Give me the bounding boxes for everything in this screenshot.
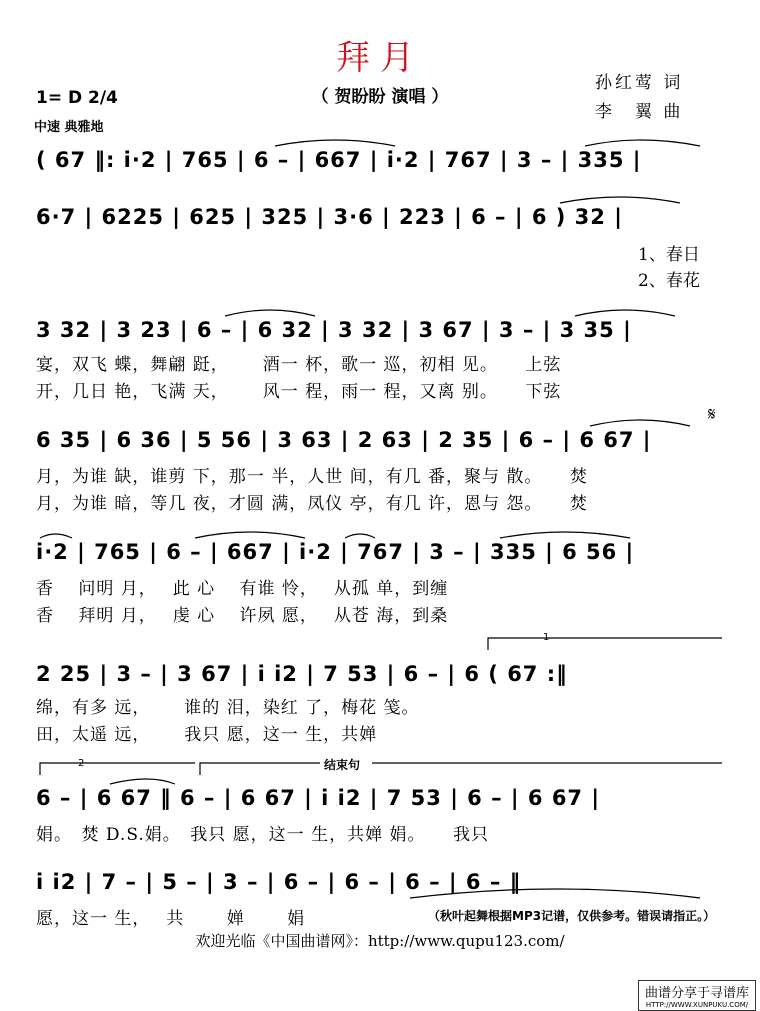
slur: [275, 140, 395, 146]
score-row-3: 3 32 | 3 23 | 6 – | 6 32 | 3 32 | 3 67 | 3 – | 3 35 |: [36, 318, 632, 342]
composer-credit: 李 翼 曲: [595, 102, 684, 122]
lyrics-row-5-verse-1: 香 问明 月， 此 心 有谁 怜， 从孤 单，到缠: [36, 579, 449, 599]
singer-credit: （ 贺盼盼 演唱 ）: [311, 87, 449, 107]
score-row-7: 6 – | 6 67 ‖ 6 – | 6 67 | i i2 | 7 53 | 6 – | 6 67 |: [36, 786, 601, 810]
lyrics-row-4-verse-1: 月，为谁 缺，谁剪 下，那一 半，人世 间，有几 番，聚与 散。 焚: [36, 467, 588, 487]
lyrics-row-7: 娟。 焚 D.S.娟。 我只 愿，这一 生，共婵 娟。 我只: [36, 825, 489, 845]
score-row-2: 6·7 | 6225 | 625 | 325 | 3·6 | 223 | 6 – | 6 ) 32 |: [36, 205, 623, 229]
volta-bracket: [40, 763, 195, 775]
slur: [585, 140, 700, 146]
slur: [345, 534, 375, 538]
slur: [225, 310, 315, 316]
score-row-6: 2 25 | 3 – | 3 67 | i i2 | 7 53 | 6 – | 6 ( 67 :‖: [36, 662, 568, 686]
slur: [560, 197, 680, 203]
ending-label: 结束句: [324, 758, 361, 772]
volta-1-label: 1: [543, 632, 550, 643]
lyrics-row-4-verse-2: 月，为谁 暗，等几 夜，才圆 满，凤仪 亭，有几 许，恩与 怨。 焚: [36, 494, 588, 514]
watermark-url: HTTP://WWW.XUNPUKU.COM/: [645, 1001, 749, 1009]
score-row-1: ( 67 ‖: i·2 | 765 | 6 – | 667 | i·2 | 767 | 3 – | 335 |: [36, 148, 642, 172]
watermark-text: 曲谱分享于寻谱库: [644, 986, 749, 1001]
slur: [590, 420, 690, 426]
slur: [500, 532, 630, 538]
lyrics-row-6-verse-2: 田，太遥 远， 我只 愿，这一 生，共婵: [36, 725, 378, 745]
slur: [195, 532, 305, 538]
key-signature: 1= D 2/4: [36, 88, 118, 108]
segno-sign: 𝄋: [708, 404, 716, 425]
transcriber-note: （秋叶起舞根据MP3记谱，仅供参考。错误请指正。）: [428, 909, 716, 923]
site-footer: 欢迎光临《中国曲谱网》：http://www.qupu123.com/: [195, 932, 565, 950]
volta-2-label: 2: [78, 758, 85, 769]
volta-bracket: [488, 638, 722, 650]
song-title: 拜月: [336, 38, 424, 78]
slur: [40, 534, 72, 538]
lyricist-credit: 孙红莺 词: [595, 73, 684, 93]
score-row-4: 6 35 | 6 36 | 5 56 | 3 63 | 2 63 | 2 35 | 6 – | 6 67 |: [36, 428, 652, 452]
slur: [410, 889, 700, 898]
slur: [110, 779, 175, 784]
lyrics-row-3-verse-1: 宴，双飞 蝶，舞翩 跹， 酒一 杯，歌一 巡，初相 见。 上弦: [36, 355, 562, 375]
lyrics-row-5-verse-2: 香 拜明 月， 虔 心 许夙 愿， 从苍 海，到桑: [36, 606, 449, 626]
tempo-marking: 中速 典雅地: [34, 120, 104, 135]
verse-2-start: 2、春花: [638, 271, 700, 291]
lyrics-row-3-verse-2: 开，几日 艳，飞满 天， 风一 程，雨一 程，又离 别。 下弦: [36, 382, 562, 402]
score-row-5: i·2 | 765 | 6 – | 667 | i·2 | 767 | 3 – | 335 | 6 56 |: [36, 540, 635, 564]
score-row-8: i i2 | 7 – | 5 – | 3 – | 6 – | 6 – | 6 – | 6 – ‖: [36, 870, 522, 894]
lyrics-row-6-verse-1: 绵，有多 远， 谁的 泪，染红 了，梅花 笺。: [36, 698, 420, 718]
ending-bracket: [200, 763, 320, 775]
slur: [575, 310, 675, 316]
lyrics-row-8: 愿，这一 生， 共 婵 娟: [36, 909, 306, 929]
verse-1-start: 1、春日: [638, 245, 700, 265]
